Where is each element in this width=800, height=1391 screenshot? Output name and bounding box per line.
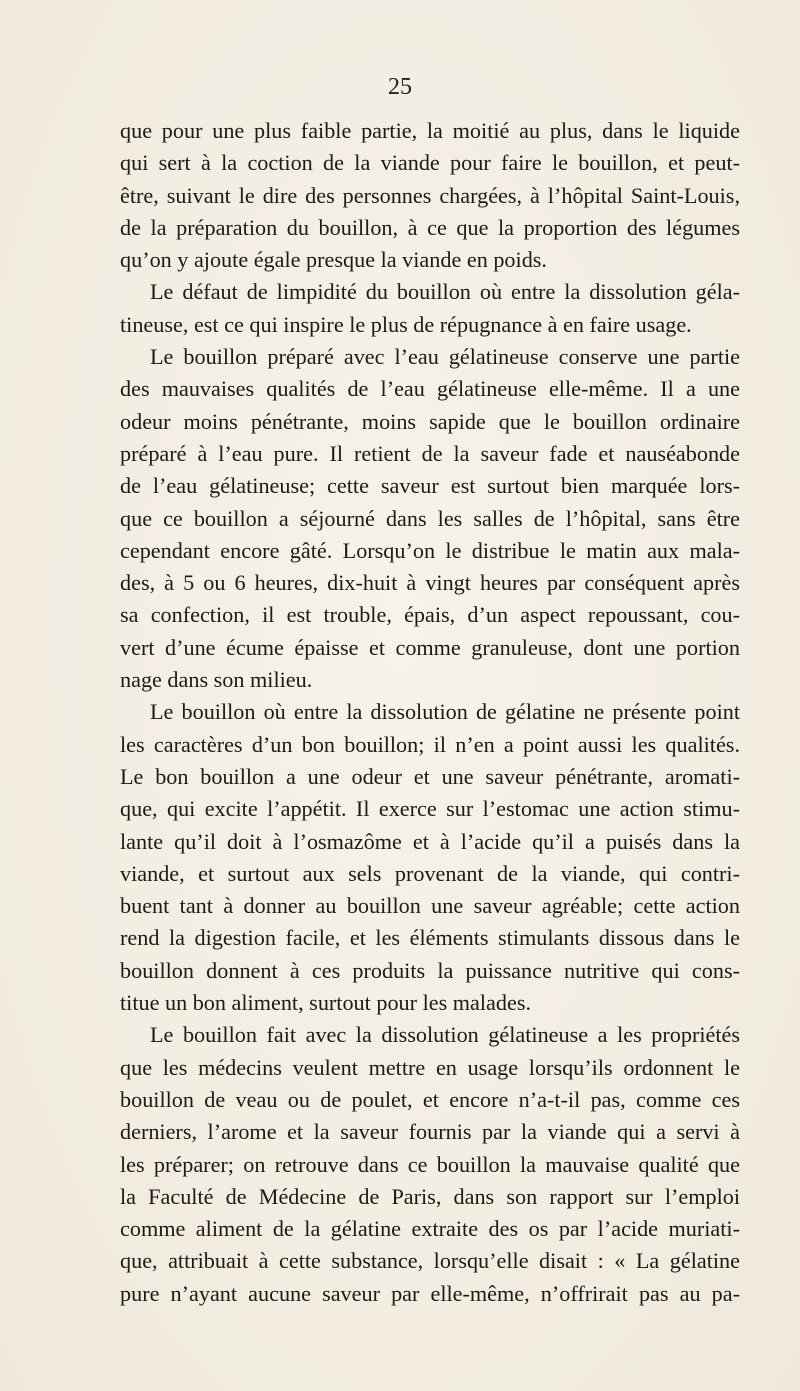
- text-line: qui sert à la coction de la viande pour faire le bouillon, et peut-: [120, 150, 740, 176]
- text-line: Le bon bouillon a une odeur et une saveur pénétrante, aromati-: [120, 763, 740, 789]
- text-line: vert d’une écume épaisse et comme granuleuse, dont une portion: [120, 634, 740, 660]
- text-line: Le défaut de limpidité du bouillon où entre la dissolution géla-: [150, 279, 740, 305]
- text-line: cependant encore gâté. Lorsqu’on le distribue le matin aux mala-: [120, 537, 740, 563]
- page-number: 25: [388, 74, 412, 100]
- text-line: buent tant à donner au bouillon une saveur agréable; cette action: [120, 893, 740, 919]
- text-line: préparé à l’eau pure. Il retient de la saveur fade et nauséabonde: [120, 440, 740, 466]
- text-line: que, attribuait à cette substance, lorsqu’elle disait : « La gélatine: [120, 1248, 740, 1274]
- text-line: titue un bon aliment, surtout pour les malades.: [120, 990, 532, 1016]
- text-line: pure n’ayant aucune saveur par elle-même, n’offrirait pas au pa-: [120, 1280, 740, 1306]
- text-line: être, suivant le dire des personnes chargées, à l’hôpital Saint-Louis,: [120, 182, 740, 208]
- text-line: la Faculté de Médecine de Paris, dans son rapport sur l’emploi: [120, 1183, 740, 1209]
- text-line: que pour une plus faible partie, la moitié au plus, dans le liquide: [120, 118, 740, 143]
- text-line: des, à 5 ou 6 heures, dix-huit à vingt heures par conséquent après: [120, 570, 740, 596]
- text-line: que, qui excite l’appétit. Il exerce sur l’estomac une action stimu-: [120, 796, 740, 822]
- text-line: de l’eau gélatineuse; cette saveur est surtout bien marquée lors-: [120, 473, 740, 499]
- text-line: nage dans son milieu.: [120, 667, 313, 693]
- text-line: que les médecins veulent mettre en usage lorsqu’ils ordonnent le: [120, 1054, 740, 1080]
- text-line: comme aliment de la gélatine extraite des os par l’acide muriati-: [120, 1216, 740, 1242]
- text-line: derniers, l’arome et la saveur fournis par la viande qui a servi à: [120, 1119, 740, 1145]
- text-line: odeur moins pénétrante, moins sapide que le bouillon ordinaire: [120, 408, 740, 434]
- text-line: les caractères d’un bon bouillon; il n’en a point aussi les qualités.: [120, 731, 740, 757]
- text-line: que ce bouillon a séjourné dans les salles de l’hôpital, sans être: [120, 505, 740, 531]
- text-line: les préparer; on retrouve dans ce bouillon la mauvaise qualité que: [120, 1151, 740, 1177]
- text-line: rend la digestion facile, et les éléments stimulants dissous dans le: [120, 925, 740, 951]
- body-text: [120, 115, 740, 1310]
- text-line: de la préparation du bouillon, à ce que la proportion des légumes: [120, 214, 740, 240]
- text-line: Le bouillon préparé avec l’eau gélatineuse conserve une partie: [150, 344, 740, 370]
- text-line: lante qu’il doit à l’osmazôme et à l’acide qu’il a puisés dans la: [120, 828, 740, 854]
- text-line: sa confection, il est trouble, épais, d’un aspect repoussant, cou-: [120, 602, 740, 628]
- text-line: des mauvaises qualités de l’eau gélatineuse elle-même. Il a une: [120, 376, 740, 402]
- text-line: viande, et surtout aux sels provenant de la viande, qui contri-: [120, 860, 740, 886]
- text-line: Le bouillon fait avec la dissolution gélatineuse a les propriétés: [150, 1022, 740, 1048]
- text-line: qu’on y ajoute égale presque la viande en poids.: [120, 247, 547, 273]
- text-line: tineuse, est ce qui inspire le plus de répugnance à en faire usage.: [120, 311, 692, 337]
- text-line: bouillon de veau ou de poulet, et encore n’a-t-il pas, comme ces: [120, 1086, 740, 1112]
- text-line: Le bouillon où entre la dissolution de gélatine ne présente point: [150, 699, 740, 725]
- text-line: bouillon donnent à ces produits la puissance nutritive qui cons-: [120, 957, 740, 983]
